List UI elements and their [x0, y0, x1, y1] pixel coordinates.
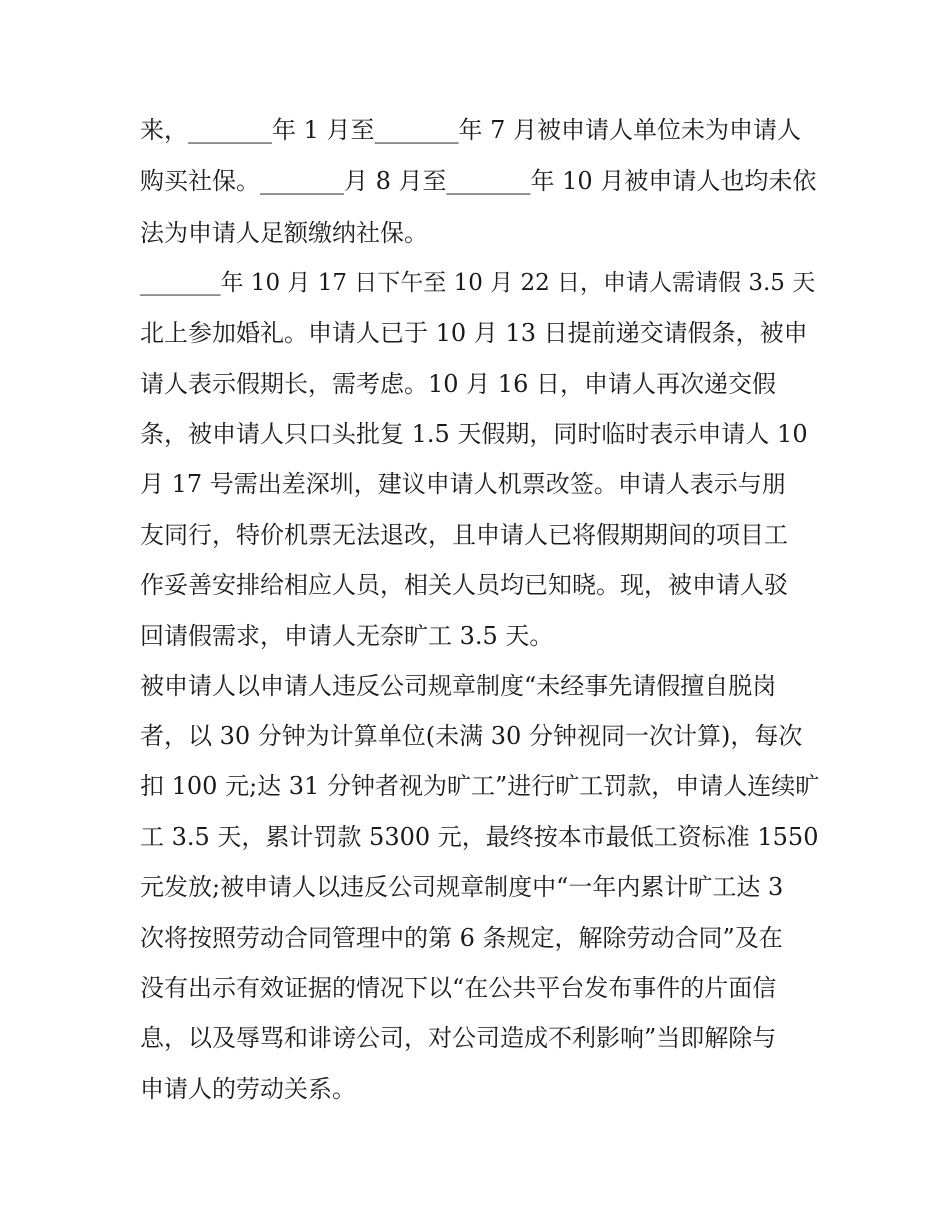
text-line: 申请人的劳动关系。: [140, 1075, 356, 1103]
text-line: 工 3.5 天，累计罚款 5300 元，最终按本市最低工资标准 1550: [140, 823, 819, 851]
text-line: 法为申请人足额缴纳社保。: [140, 219, 428, 247]
text-line: 次将按照劳动合同管理中的第 6 条规定，解除劳动合同”及在: [140, 924, 783, 952]
text-line: 扣 100 元;达 31 分钟者视为旷工”进行旷工罚款，申请人连续旷: [140, 772, 820, 800]
text-line: 条，被申请人只口头批复 1.5 天假期，同时临时表示申请人 10: [140, 420, 808, 448]
text-line: 月 17 号需出差深圳，建议申请人机票改签。申请人表示与朋: [140, 470, 786, 498]
text-line: 元发放;被申请人以违反公司规章制度中“一年内累计旷工达 3: [140, 873, 784, 901]
text-line: 请人表示假期长，需考虑。10 月 16 日，申请人再次递交假: [140, 370, 776, 398]
text-line: 来，_______年 1 月至_______年 7 月被申请人单位未为申请人: [140, 116, 802, 144]
text-line: 被申请人以申请人违反公司规章制度“未经事先请假擅自脱岗: [140, 672, 777, 700]
text-line: 友同行，特价机票无法退改，且申请人已将假期期间的项目工: [140, 521, 788, 549]
text-line: 回请假需求，申请人无奈旷工 3.5 天。: [140, 622, 554, 650]
text-line: 息，以及辱骂和诽谤公司，对公司造成不利影响”当即解除与: [140, 1024, 777, 1052]
text-line: 北上参加婚礼。申请人已于 10 月 13 日提前递交请假条，被申: [140, 319, 808, 347]
text-line: _______年 10 月 17 日下午至 10 月 22 日，申请人需请假 3.5 天: [140, 270, 816, 296]
text-line: 者，以 30 分钟为计算单位(未满 30 分钟视同一次计算)，每次: [140, 722, 803, 750]
text-line: 没有出示有效证据的情况下以“在公共平台发布事件的片面信: [140, 974, 777, 1002]
text-line: 作妥善安排给相应人员，相关人员均已知晓。现，被申请人驳: [140, 571, 788, 599]
text-line: 购买社保。_______月 8 月至_______年 10 月被申请人也均未依: [140, 167, 817, 195]
